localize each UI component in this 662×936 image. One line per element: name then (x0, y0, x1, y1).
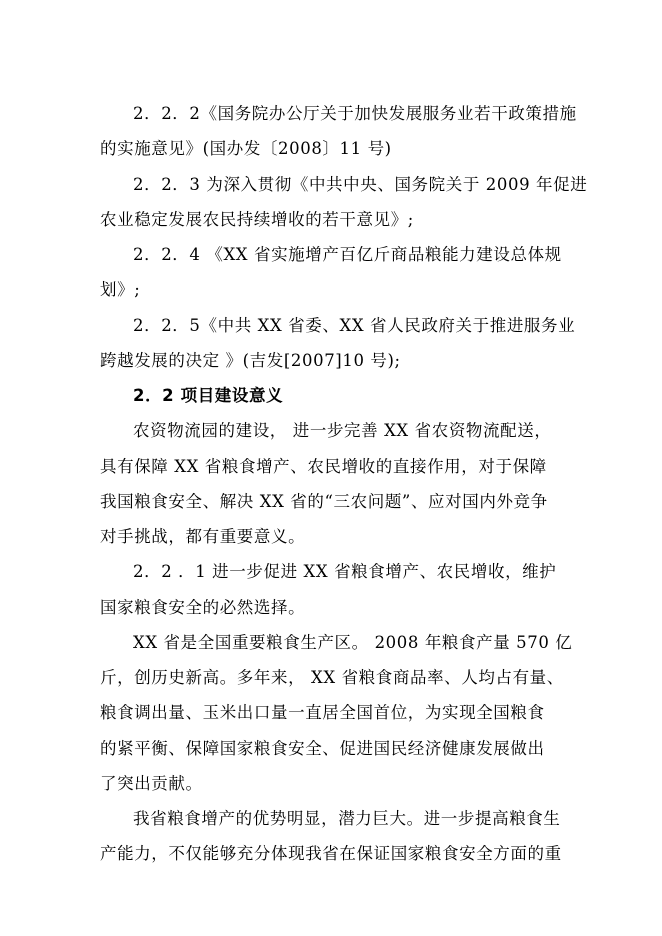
text-line-19: 的紧平衡、保障国家粮食安全、促进国民经济健康发展做出 (100, 739, 545, 758)
text-line-5: 2．2．4 《XX 省实施增产百亿斤商品粮能力建设总体规 (133, 245, 562, 264)
text-line-2: 的实施意见》(国办发〔2008〕11 号) (100, 139, 392, 158)
text-line-1: 2．2．2《国务院办公厅关于加快发展服务业若干政策措施 (133, 104, 577, 123)
text-line-21: 我省粮食增产的优势明显，潜力巨大。进一步提高粮食生 (133, 809, 561, 828)
text-line-7: 2．2．5《中共 XX 省委、XX 省人民政府关于推进服务业 (133, 316, 576, 335)
text-line-16: XX 省是全国重要粮食生产区。 2008 年粮食产量 570 亿 (133, 633, 573, 652)
text-line-13: 对手挑战，都有重要意义。 (100, 527, 306, 546)
text-line-15: 国家粮食安全的必然选择。 (100, 598, 306, 617)
text-line-22: 产能力，不仅能够充分体现我省在保证国家粮食安全方面的重 (100, 844, 562, 863)
text-line-12: 我国粮食安全、解决 XX 省的“三农问题”、应对国内外竞争 (100, 492, 548, 511)
text-line-10: 农资物流园的建设， 进一步完善 XX 省农资物流配送， (133, 421, 552, 440)
text-line-8: 跨越发展的决定 》(吉发[2007]10 号); (100, 351, 401, 370)
text-line-14: 2．2 ．1 进一步促进 XX 省粮食增产、农民增收，维护 (133, 562, 557, 581)
text-line-17: 斤，创历史新高。多年来， XX 省粮食商品率、人均占有量、 (100, 668, 564, 687)
text-line-11: 具有保障 XX 省粮食增产、农民增收的直接作用，对于保障 (100, 457, 547, 476)
text-line-6: 划》; (100, 280, 141, 299)
text-line-20: 了突出贡献。 (100, 774, 203, 793)
text-line-18: 粮食调出量、玉米出口量一直居全国首位，为实现全国粮食 (100, 703, 545, 722)
text-line-4: 农业稳定发展农民持续增收的若干意见》; (100, 210, 414, 229)
text-line-3: 2．2．3 为深入贯彻《中共中央、国务院关于 2009 年促进 (133, 175, 588, 194)
section-heading: 2．2 项目建设意义 (133, 386, 284, 405)
